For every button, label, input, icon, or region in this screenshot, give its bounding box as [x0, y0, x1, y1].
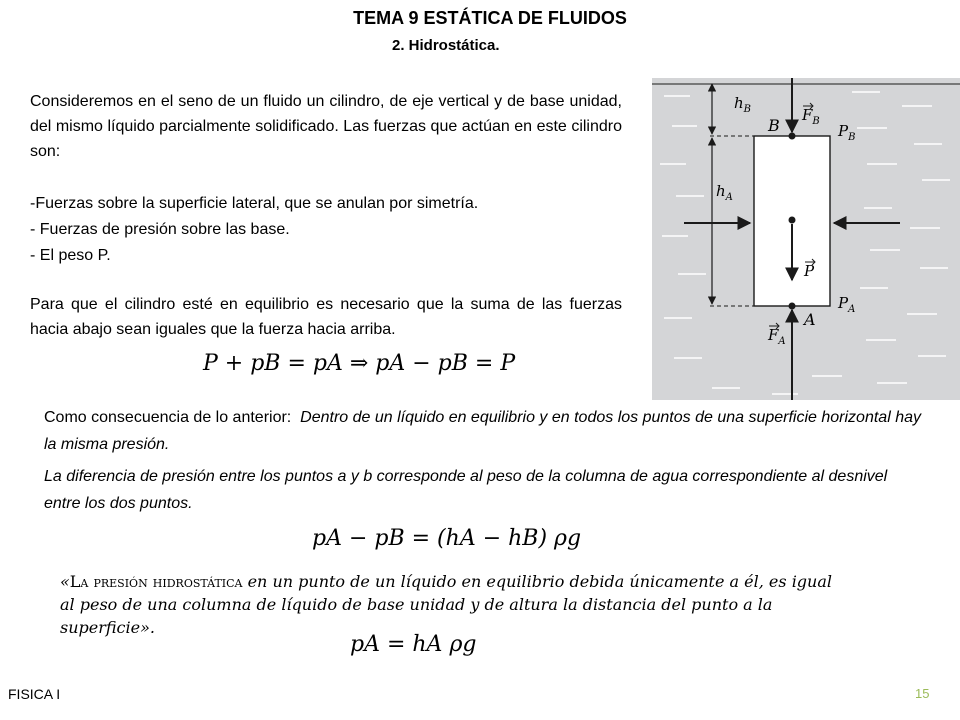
fb-label: $F_B$ [802, 106, 820, 127]
point-a-label: A [804, 310, 816, 329]
point-b-label: B [768, 116, 780, 135]
quote-body: en un punto de un líquido en equilibrio debida únicamente a él, es igual al peso de una columna de líquido de base unidad y de altura la distancia del punto a la superficie». [60, 572, 833, 637]
equation-equilibrium: P + pB = pA ⇒ pA − pB = P [203, 351, 516, 376]
intro-paragraph: Consideremos en el seno de un fluido un cilindro, de eje vertical y de base unidad, del mismo líquido parcialmente solidificado. Las fuerzas que actúan en este cilindro son: [30, 93, 622, 160]
list-item: - El peso P. [30, 247, 111, 264]
section-subtitle: 2. Hidrostática. [392, 37, 500, 54]
forces-list [30, 191, 630, 269]
equilibrium-paragraph: Para que el cilindro esté en equilibrio es necesario que la suma de las fuerzas hacia abajo sean iguales que la fuerza hacia arriba. [30, 296, 622, 338]
hydrostatic-pressure-quote [60, 570, 850, 639]
ha-label: $h_A$ [716, 182, 733, 203]
center-of-mass [789, 217, 796, 224]
list-item: - Fuerzas de presión sobre las base. [30, 221, 290, 238]
conclusion-statement: Dentro de un líquido en equilibrio y en todos los puntos de una superficie horizontal hay la misma presión. [44, 409, 921, 453]
pb-label: $P_B$ [838, 122, 856, 143]
weight-label: P [804, 262, 815, 280]
hb-label: $h_B$ [734, 94, 752, 115]
page-number: 15 [915, 686, 930, 701]
page-title: TEMA 9 ESTÁTICA DE FLUIDOS [353, 8, 627, 28]
footer-course: FISICA I [8, 686, 61, 702]
point-a [789, 303, 796, 310]
equation-pressure-difference: pA − pB = (hA − hB) ρg [312, 526, 582, 551]
point-b [789, 133, 796, 140]
conclusion-paragraph [44, 404, 924, 458]
quote-small-caps: La presión hidrostática [69, 572, 243, 591]
list-item: -Fuerzas sobre la superficie lateral, que se anulan por simetría. [30, 195, 479, 212]
pressure-difference-paragraph: La diferencia de presión entre los puntos a y b corresponde al peso de la columna de agua correspondiente al desnivel entre los dos puntos. [44, 468, 888, 512]
pa-label: $P_A$ [838, 294, 856, 315]
fa-label: $F_A$ [768, 326, 786, 347]
cylinder-diagram [652, 78, 960, 400]
equation-hydrostatic-pressure: pA = hA ρg [350, 632, 477, 657]
quote-open: « [60, 572, 70, 591]
conclusion-lead: Como consecuencia de lo anterior: [44, 409, 292, 426]
